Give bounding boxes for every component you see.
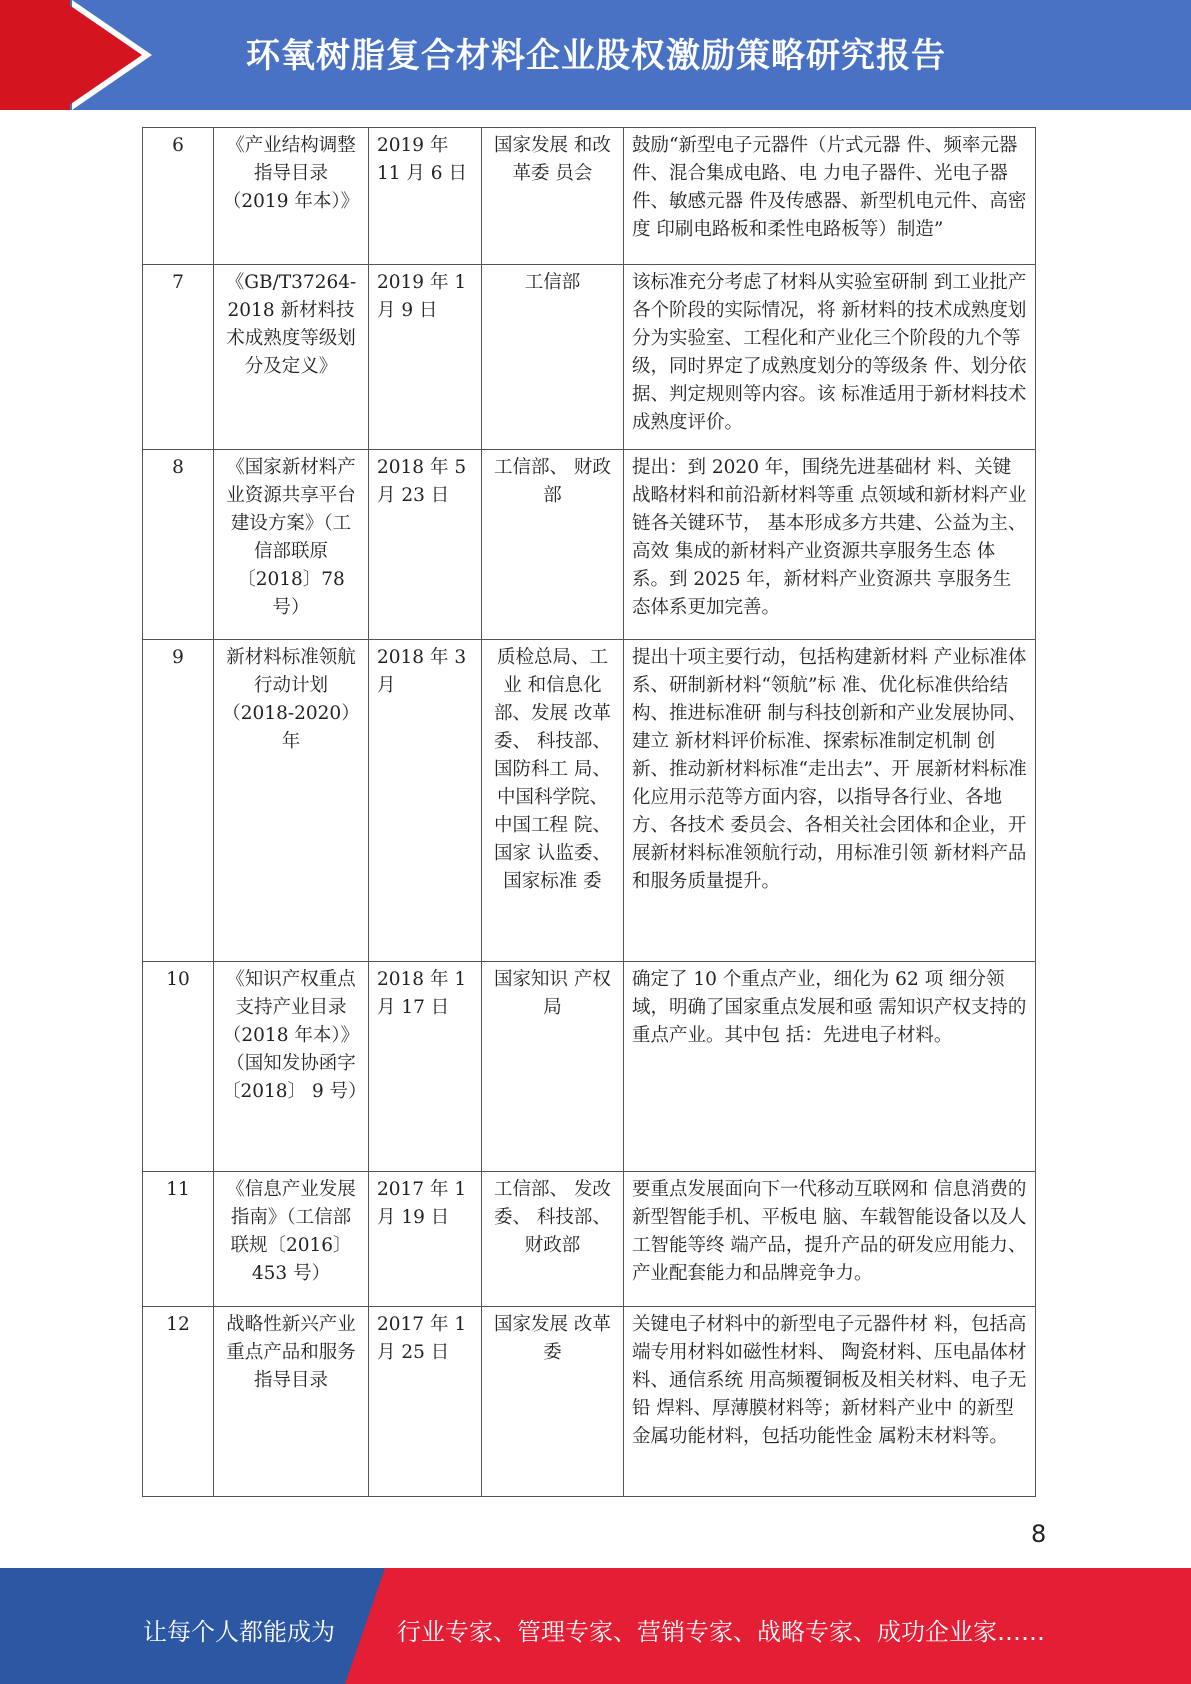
policy-date: 2019 年 1 月 9 日 [369, 265, 482, 450]
row-index: 12 [143, 1307, 214, 1497]
policy-name: 《知识产权重点支持产业目录（2018 年本）》（国知发协函字〔2018〕 9 号） [214, 962, 369, 1172]
table-row [143, 450, 1036, 640]
policy-table [142, 127, 1036, 1497]
table-row [143, 1172, 1036, 1307]
policy-date: 2018 年 1 月 17 日 [369, 962, 482, 1172]
header-red-block [0, 0, 70, 110]
policy-name: 《产业结构调整指导目录（2019 年本）》 [214, 128, 369, 265]
policy-content: 鼓励“新型电子元器件（片式元器 件、频率元器件、混合集成电路、电 力电子器件、光电子器件、敏感元器 件及传感器、新型机电元件、高密度 印刷电路板和柔性电路板等）制造” [624, 128, 1036, 265]
policy-department: 工信部 [482, 265, 624, 450]
footer-slogan-left: 让每个人都能成为 [143, 1618, 335, 1646]
table-row [143, 265, 1036, 450]
policy-name: 《国家新材料产业资源共享平台建设方案》（工信部联原〔2018〕78 号） [214, 450, 369, 640]
policy-name: 战略性新兴产业重点产品和服务指导目录 [214, 1307, 369, 1497]
page-number: 8 [1031, 1520, 1047, 1548]
policy-name: 《信息产业发展指南》（工信部联规〔2016〕 453 号） [214, 1172, 369, 1307]
table-row [143, 1307, 1036, 1497]
policy-content: 提出：到 2020 年，围绕先进基础材 料、关键战略材料和前沿新材料等重 点领域和新材料产业链各关键环节， 基本形成多方共建、公益为主、高效 集成的新材料产业资源共享服务生态 体系。到 2025 年，新材料产业资源共 享服务生态体系更加完善。 [624, 450, 1036, 640]
row-index: 8 [143, 450, 214, 640]
table-row [143, 640, 1036, 962]
table-row [143, 962, 1036, 1172]
policy-date: 2018 年 5 月 23 日 [369, 450, 482, 640]
policy-date: 2017 年 1 月 19 日 [369, 1172, 482, 1307]
row-index: 9 [143, 640, 214, 962]
row-index: 10 [143, 962, 214, 1172]
header-chevron-inner [62, 0, 142, 110]
footer-slogan-right: 行业专家、管理专家、营销专家、战略专家、成功企业家…… [397, 1618, 1045, 1646]
policy-content: 提出十项主要行动，包括构建新材料 产业标准体系、研制新材料“领航”标 准、优化标准供给结构、推进标准研 制与科技创新和产业发展协同、建立 新材料评价标准、探索标准制定机制 创新、推动新材料标准“走出去”、开 展新材料标准化应用示范等方面内容，以指导各行业、各地方、各技术 委员会、各相关社会团体和企业，开 展新材料标准领航行动，用标准引领 新材料产品和服务质量提升。 [624, 640, 1036, 962]
footer-blue-slant [345, 1568, 385, 1684]
policy-department: 工信部、 发改委、 科技部、 财政部 [482, 1172, 624, 1307]
policy-name: 新材料标准领航行动计划（2018-2020）年 [214, 640, 369, 962]
policy-date: 2019 年 11 月 6 日 [369, 128, 482, 265]
policy-department: 工信部、 财政部 [482, 450, 624, 640]
row-index: 11 [143, 1172, 214, 1307]
table-row [143, 128, 1036, 265]
policy-date: 2018 年 3 月 [369, 640, 482, 962]
row-index: 6 [143, 128, 214, 265]
policy-date: 2017 年 1 月 25 日 [369, 1307, 482, 1497]
policy-content: 确定了 10 个重点产业，细化为 62 项 细分领域，明确了国家重点发展和亟 需知识产权支持的重点产业。其中包 括：先进电子材料。 [624, 962, 1036, 1172]
policy-name: 《GB/T37264-2018 新材料技术成熟度等级划分及定义》 [214, 265, 369, 450]
policy-department: 国家知识 产权局 [482, 962, 624, 1172]
report-title: 环氧树脂复合材料企业股权激励策略研究报告 [246, 36, 946, 76]
policy-department: 国家发展 和改革委 员会 [482, 128, 624, 265]
policy-content: 要重点发展面向下一代移动互联网和 信息消费的新型智能手机、平板电 脑、车载智能设备以及人工智能等终 端产品，提升产品的研发应用能力、 产业配套能力和品牌竞争力。 [624, 1172, 1036, 1307]
policy-department: 质检总局、工业 和信息化部、发展 改革委、 科技部、 国防科工 局、中国科学院、 中国工程 院、 国家 认监委、 国家标准 委 [482, 640, 624, 962]
row-index: 7 [143, 265, 214, 450]
policy-department: 国家发展 改革委 [482, 1307, 624, 1497]
report-footer [0, 1568, 1191, 1684]
report-header [0, 0, 1191, 110]
policy-content: 关键电子材料中的新型电子元器件材 料，包括高端专用材料如磁性材料、 陶瓷材料、压电晶体材料、通信系统 用高频覆铜板及相关材料、电子无铅 焊料、厚薄膜材料等；新材料产业中 的新型金属功能材料，包括功能性金 属粉末材料等。 [624, 1307, 1036, 1497]
policy-content: 该标准充分考虑了材料从实验室研制 到工业批产各个阶段的实际情况，将 新材料的技术成熟度划分为实验室、工程化和产业化三个阶段的九个等 级，同时界定了成熟度划分的等级条 件、划分依据、判定规则等内容。该 标准适用于新材料技术成熟度评价。 [624, 265, 1036, 450]
